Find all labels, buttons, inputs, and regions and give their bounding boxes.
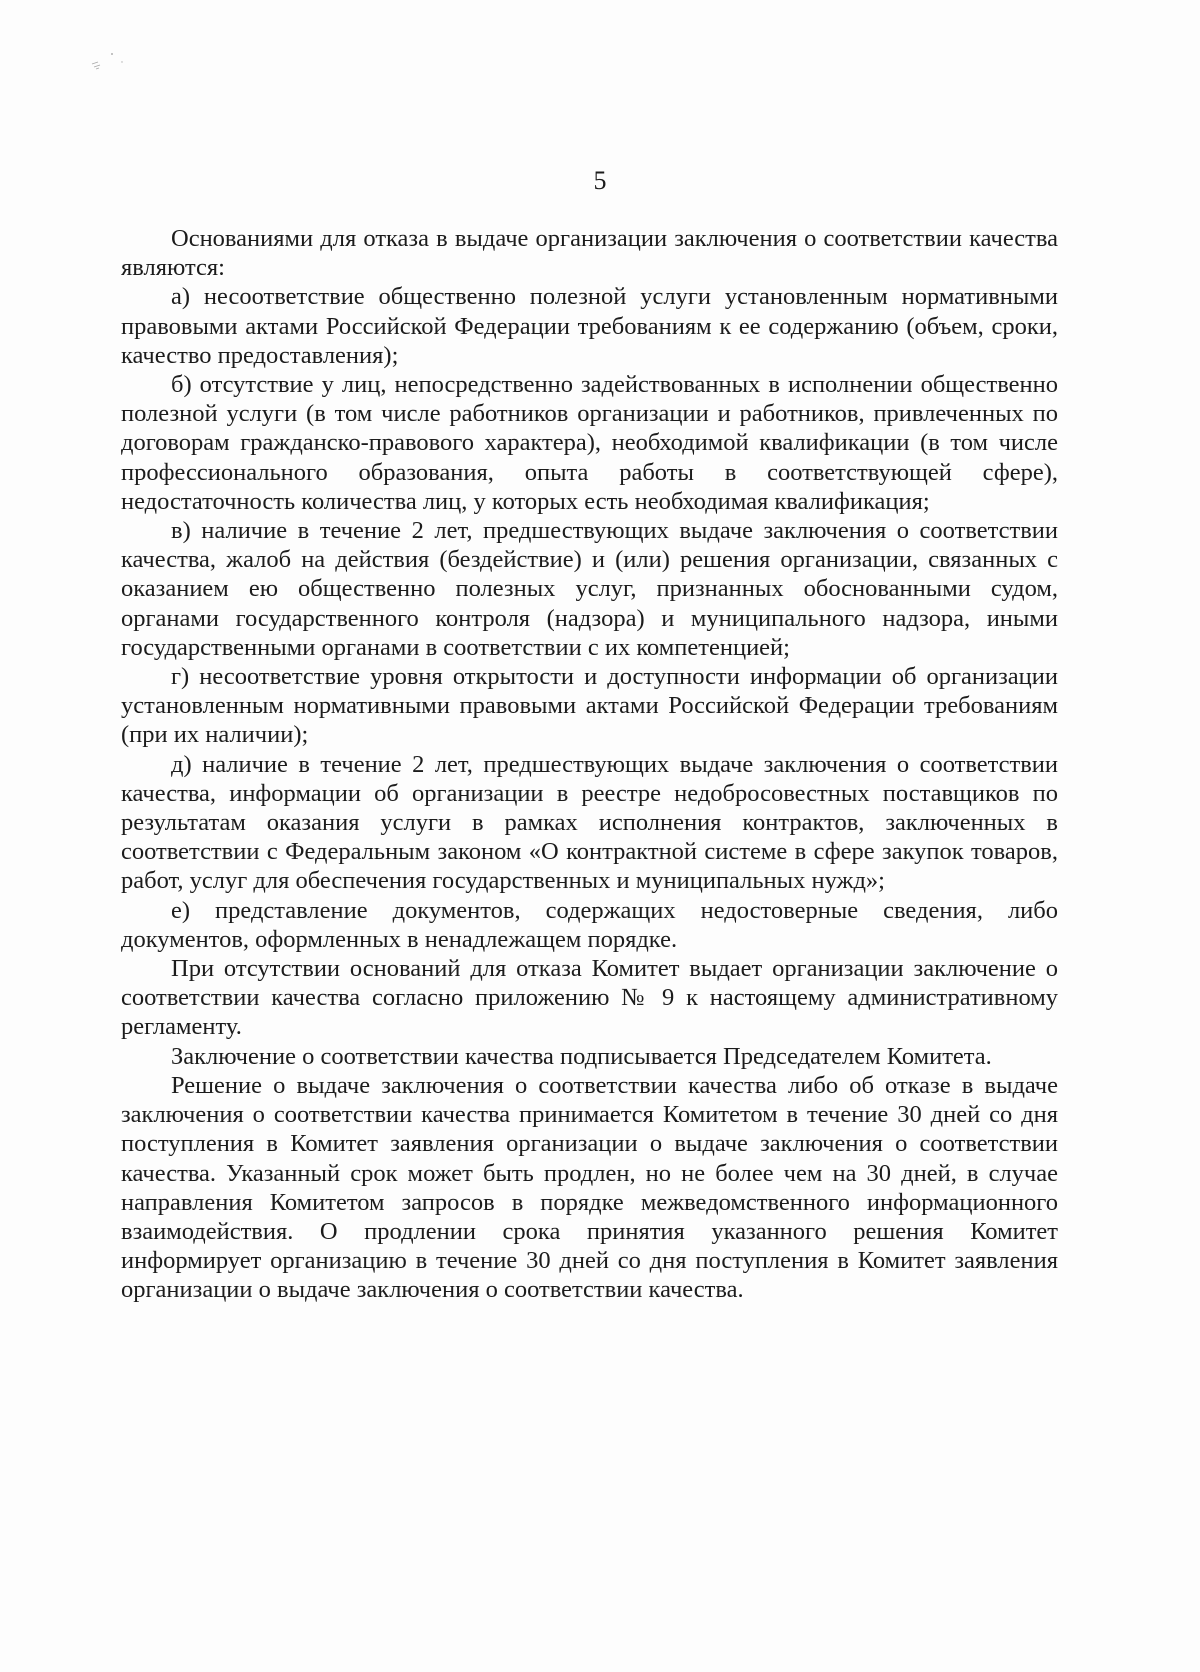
paragraph-grounds-intro: Основаниями для отказа в выдаче организации заключения о соответствии качества являются: — [121, 225, 1058, 282]
paragraph-item-v: в) наличие в течение 2 лет, предшествующих выдаче заключения о соответствии качества, жалоб на действия (бездействие) и (или) решения организации, связанных с оказанием ею общественно полезных услуг, признанных обоснованными судом, органами государственного контроля (надзора) и муниципального надзора, иными государственными органами в соответствии с их компетенцией; — [121, 517, 1058, 661]
paragraph-decision-terms: Решение о выдаче заключения о соответствии качества либо об отказе в выдаче заключения о соответствии качества принимается Комитетом в течение 30 дней со дня поступления в Комитет заявления организации о выдаче заключения о соответствии качества. Указанный срок может быть продлен, но не более чем на 30 дней, в случае направления Комитетом запросов в порядке межведомственного информационного взаимодействия. О продлении срока принятия указанного решения Комитет информирует организацию в течение 30 дней со дня поступления в Комитет заявления организации о выдаче заключения о соответствии качества. — [121, 1071, 1058, 1304]
scan-noise-marks — [90, 50, 140, 80]
paragraph-item-b: б) отсутствие у лиц, непосредственно задействованных в исполнении общественно полезной услуги (в том числе работников организации и работников, привлеченных по договорам гражданско-правового характера), необходимой квалификации (в том числе профессионального образования, опыта работы в соответствующей сфере), недостаточность количества лиц, у которых есть необходимая квалификация; — [121, 371, 1058, 515]
paragraph-item-e: е) представление документов, содержащих недостоверные сведения, либо документов, оформленных в ненадлежащем порядке. — [121, 896, 1058, 953]
document-body — [121, 224, 1058, 1305]
paragraph-item-d: д) наличие в течение 2 лет, предшествующих выдаче заключения о соответствии качества, информации об организации в реестре недобросовестных поставщиков по результатам оказания услуги в рамках исполнения контрактов, заключенных в соответствии с Федеральным законом «О контрактной системе в сфере закупок товаров, работ, услуг для обеспечения государственных и муниципальных нужд»; — [121, 750, 1058, 895]
paragraph-signature: Заключение о соответствии качества подписывается Председателем Комитета. — [171, 1042, 992, 1070]
paragraph-no-grounds: При отсутствии оснований для отказа Комитет выдает организации заключение о соответствии качества согласно приложению № 9 к настоящему административному регламенту. — [121, 955, 1058, 1041]
page-number: 5 — [593, 166, 607, 195]
paragraph-item-g: г) несоответствие уровня открытости и доступности информации об организации установленным нормативными правовыми актами Российской Федерации требованиям (при их наличии); — [121, 663, 1058, 749]
paragraph-item-a: а) несоответствие общественно полезной услуги установленным нормативными правовыми актами Российской Федерации требованиям к ее содержанию (объем, сроки, качество предоставления); — [121, 283, 1058, 369]
